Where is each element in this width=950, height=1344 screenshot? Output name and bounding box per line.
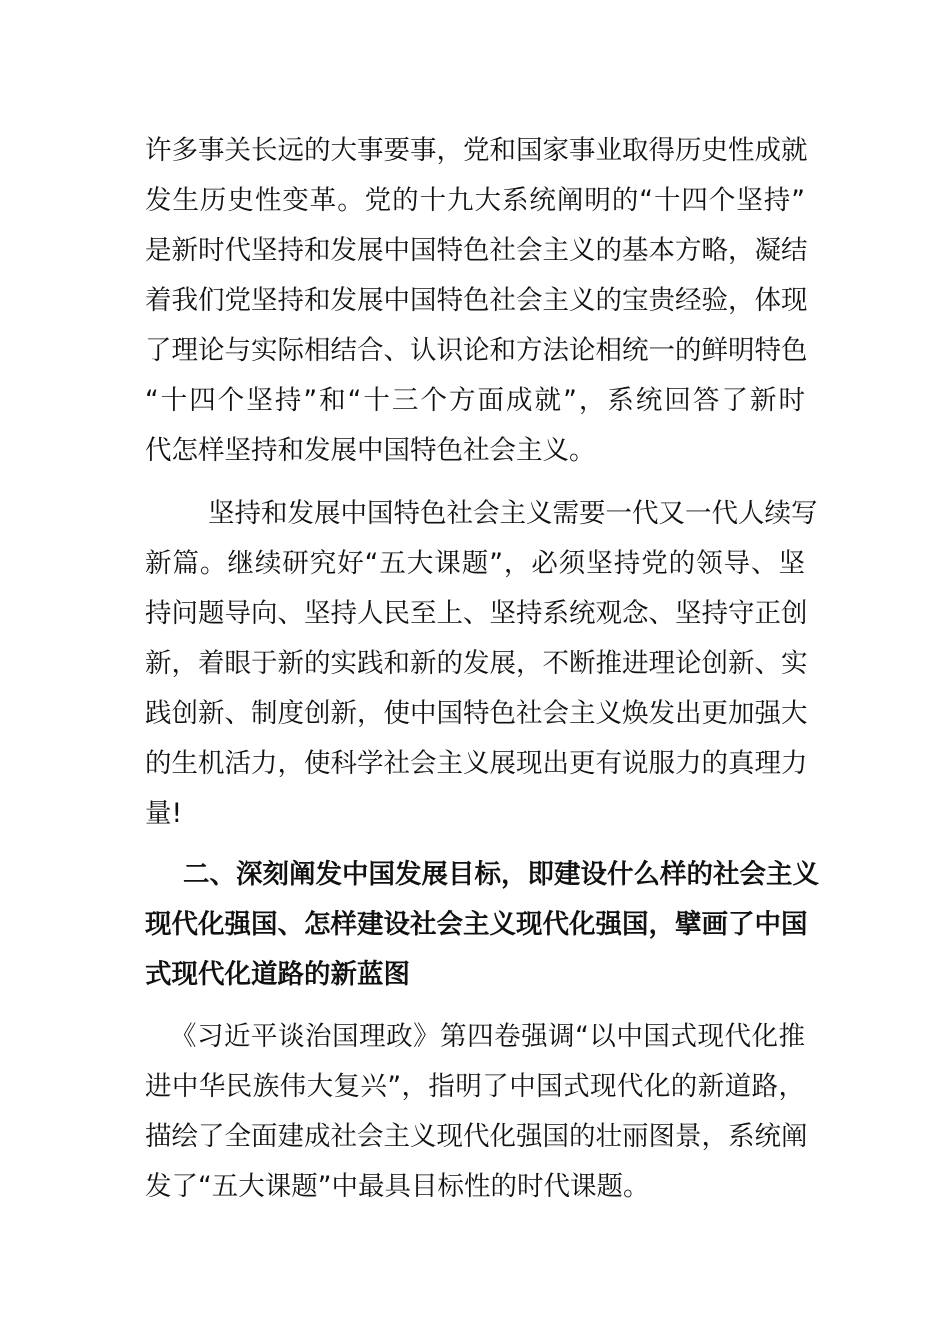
paragraph-2-line-1: 坚持和发展中国特色社会主义需要一代又一代人续写 [208,498,818,529]
section-heading-line-3: 式现代化道路的新蓝图 [145,959,410,990]
paragraph-1-line-6: “十四个坚持”和“十三个方面成就”，系统回答了新时 [145,385,805,416]
paragraph-1-line-1: 许多事关长远的大事要事，党和国家事业取得历史性成就 [145,135,808,166]
section-heading-line-2: 现代化强国、怎样建设社会主义现代化强国，擘画了中国 [145,909,808,940]
paragraph-1-line-7: 代怎样坚持和发展中国特色社会主义。 [145,435,596,466]
paragraph-2-line-5: 践创新、制度创新，使中国特色社会主义焕发出更加强大 [145,698,808,729]
paragraph-2-line-6: 的生机活力，使科学社会主义展现出更有说服力的真理力 [145,748,808,779]
paragraph-3-line-3: 描绘了全面建成社会主义现代化强国的壮丽图景，系统阐 [145,1121,808,1152]
paragraph-2-line-4: 新，着眼于新的实践和新的发展，不断推进理论创新、实 [145,648,808,679]
paragraph-3-line-4: 发了“五大课题”中最具目标性的时代课题。 [145,1171,650,1202]
paragraph-3-line-1: 《习近平谈治国理政》第四卷强调“以中国式现代化推 [170,1021,805,1052]
paragraph-1-line-4: 着我们党坚持和发展中国特色社会主义的宝贵经验，体现 [145,285,808,316]
paragraph-3-line-2: 进中华民族伟大复兴”，指明了中国式现代化的新道路， [145,1071,805,1102]
section-heading-line-1: 二、深刻阐发中国发展目标，即建设什么样的社会主义 [183,859,819,890]
paragraph-1-line-2: 发生历史性变革。党的十九大系统阐明的“十四个坚持” [145,185,805,216]
paragraph-2-line-2: 新篇。继续研究好“五大课题”，必须坚持党的领导、坚 [145,548,805,579]
paragraph-2-line-3: 持问题导向、坚持人民至上、坚持系统观念、坚持守正创 [145,598,808,629]
paragraph-2-line-7: 量! [145,798,183,829]
paragraph-1-line-3: 是新时代坚持和发展中国特色社会主义的基本方略，凝结 [145,235,808,266]
paragraph-1-line-5: 了理论与实际相结合、认识论和方法论相统一的鲜明特色 [145,335,808,366]
